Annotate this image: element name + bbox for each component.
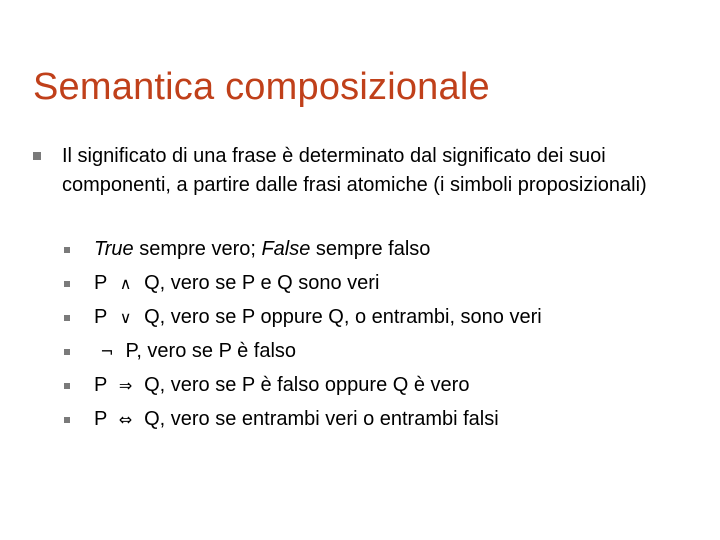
square-bullet-icon bbox=[33, 152, 41, 160]
square-bullet-shape bbox=[64, 281, 70, 287]
square-bullet-icon bbox=[64, 349, 70, 355]
rule-description: Q, vero se P e Q sono veri bbox=[138, 272, 380, 294]
operand-left: P bbox=[94, 306, 113, 328]
true-keyword: True bbox=[94, 238, 134, 260]
list-item bbox=[62, 300, 702, 334]
false-description: sempre falso bbox=[310, 238, 431, 260]
square-bullet-icon bbox=[64, 281, 70, 287]
list-item bbox=[62, 402, 702, 436]
square-bullet-shape bbox=[33, 152, 41, 160]
sub-bullet-text bbox=[94, 300, 542, 335]
square-bullet-icon bbox=[64, 247, 70, 253]
list-item bbox=[62, 368, 702, 402]
list-item bbox=[62, 334, 702, 368]
square-bullet-shape bbox=[64, 417, 70, 423]
not-operator-symbol: ¬ bbox=[100, 342, 114, 361]
or-operator-symbol: ∨ bbox=[119, 308, 132, 327]
sub-bullet-list bbox=[62, 232, 702, 436]
false-keyword: False bbox=[261, 238, 311, 260]
operand-left: P bbox=[94, 408, 113, 430]
square-bullet-shape bbox=[64, 383, 70, 389]
rule-description: Q, vero se entrambi veri o entrambi falsi bbox=[138, 408, 499, 430]
sub-bullet-text bbox=[94, 368, 469, 403]
rule-description: Q, vero se P è falso oppure Q è vero bbox=[138, 374, 470, 396]
sub-bullet-text bbox=[94, 402, 499, 437]
square-bullet-shape bbox=[64, 315, 70, 321]
and-operator-symbol: ∧ bbox=[119, 274, 132, 293]
implies-operator-symbol: ⇒ bbox=[118, 376, 133, 395]
rule-description: P, vero se P è falso bbox=[120, 340, 297, 362]
sub-bullet-text bbox=[94, 232, 430, 266]
operand-left: P bbox=[94, 272, 113, 294]
main-bullet-text: Il significato di una frase è determinato dal significato dei suoi componenti, a partire dalle frasi atomiche (i simboli proposizionali) bbox=[62, 145, 647, 196]
list-item bbox=[62, 266, 702, 300]
true-description: sempre vero; bbox=[133, 238, 262, 260]
iff-operator-symbol: ⇔ bbox=[118, 410, 133, 429]
square-bullet-shape bbox=[64, 247, 70, 253]
list-item bbox=[62, 232, 702, 266]
square-bullet-shape bbox=[64, 349, 70, 355]
slide-title: Semantica composizionale bbox=[33, 66, 490, 108]
rule-description: Q, vero se P oppure Q, o entrambi, sono veri bbox=[138, 306, 542, 328]
sub-bullet-text bbox=[94, 266, 379, 301]
square-bullet-icon bbox=[64, 383, 70, 389]
sub-bullet-text bbox=[94, 334, 296, 369]
operand-left: P bbox=[94, 374, 113, 396]
square-bullet-icon bbox=[64, 417, 70, 423]
square-bullet-icon bbox=[64, 315, 70, 321]
